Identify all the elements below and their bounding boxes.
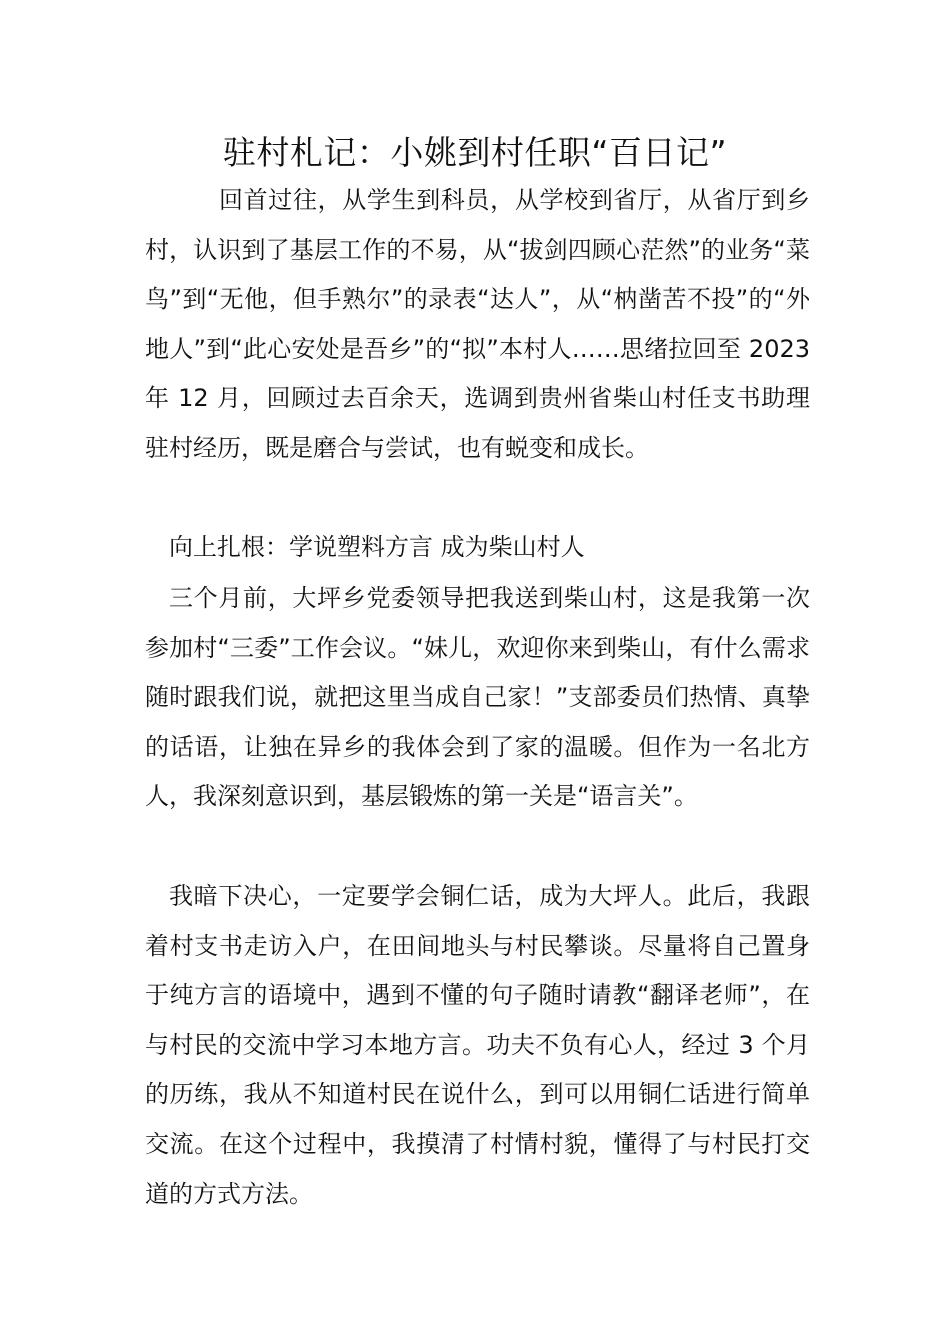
section-heading: 向上扎根：学说塑料方言 成为柴山村人 [169,533,585,561]
paragraph-intro: 回首过往，从学生到科员，从学校到省厅，从省厅到乡村，认识到了基层工作的不易，从“拔剑四顾心茫然”的业务“菜鸟”到“无他，但手熟尔”的录表“达人”，从“枘凿苦不投”的“外地人”到“此心安处是吾乡”的“拟”本村人……思绪拉回至 2023 年 12 月，回顾过去百余天，选调到贵州省柴山村任支书助理驻村经历，既是磨合与尝试，也有蜕变和成长。 [145,186,810,462]
document-title: 驻村札记：小姚到村任职“百日记” [222,133,728,172]
paragraph-learning-dialect: 我暗下决心，一定要学会铜仁话，成为大坪人。此后，我跟着村支书走访入户，在田间地头与村民攀谈。尽量将自己置身于纯方言的语境中，遇到不懂的句子随时请教“翻译老师”，在与村民的交流中学习本地方言。功夫不负有心人，经过 3 个月的历练，我从不知道村民在说什么，到可以用铜仁话进行简单交流。在这个过程中，我摸清了村情村貌，懂得了与村民打交道的方式方法。 [145,882,810,1208]
paragraph-first-meeting: 三个月前，大坪乡党委领导把我送到柴山村，这是我第一次参加村“三委”工作会议。“妹儿，欢迎你来到柴山，有什么需求随时跟我们说，就把这里当成自己家！”支部委员们热情、真挚的话语，让独在异乡的我体会到了家的温暖。但作为一名北方人，我深刻意识到，基层锻炼的第一关是“语言关”。 [145,584,810,811]
